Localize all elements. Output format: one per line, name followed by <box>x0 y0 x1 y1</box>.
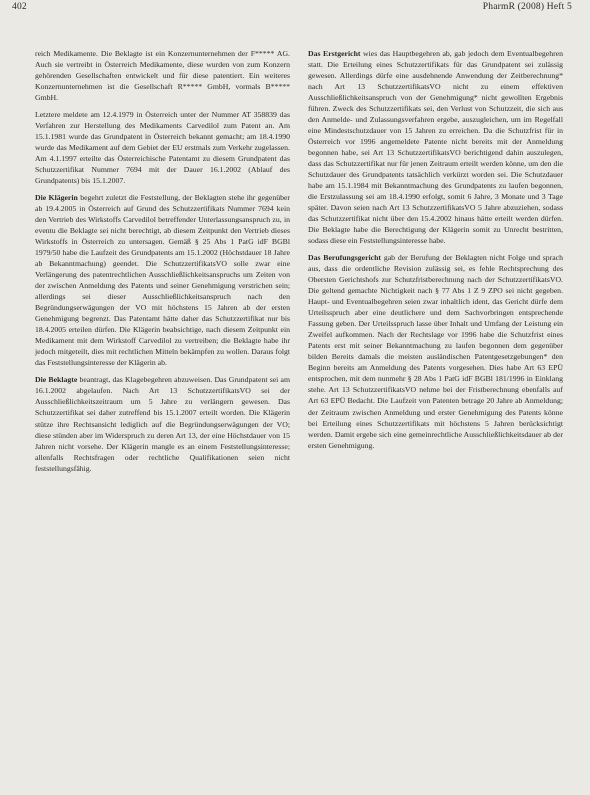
paragraph <box>35 109 290 186</box>
left-column <box>35 48 290 480</box>
paragraph <box>35 374 290 473</box>
paragraph-lead: Die Klägerin <box>35 193 78 203</box>
page-number: 402 <box>12 2 27 12</box>
right-column <box>308 48 563 457</box>
paragraph-lead: Die Beklagte <box>35 375 78 385</box>
paragraph-text: beantragt, das Klagebegehren abzuweisen. Das Grundpatent sei am 16.1.2002 abgelaufen. Nach Art 13 SchutzzertifikatsVO sei der Ausschließlichkeitszeitraum um 5 Jahre zu verlängern gewesen. Das Schutzzertifikat sei daher zutreffend bis 15.1.2007 erteilt worden. Die Klägerin stütze ihre Rechtsansicht lediglich auf die Begründungserwägungen der VO; diese stünden aber im Widerspruch zu deren Art 13, der eine Höchstdauer von 15 Jahren nicht vorsehe. Der Klägerin mangle es an einem Feststellungsinteresse; allenfalls Rechtsfragen oder rechtliche Qualifikationen seien nicht feststellungsfähig. <box>35 375 290 473</box>
paragraph-text: gab der Berufung der Beklagten nicht Folge und sprach aus, dass die ordentliche Revision zulässig sei, es fehle Rechtsprechung des Obersten Gerichtshofs zur Schutzfristberechnung nach der SchutzzertifikatsVO. Die geltend gemachte Nichtigkeit nach § 77 Abs 1 Z 9 ZPO sei nicht gegeben. Haupt- und Eventualbegehren seien zwar inhaltlich ident, das Gericht dürfe dem Urteilsspruch aber eine deutlichere und dem Sachvorbringen entsprechende Fassung geben. Der Urteilsspruch lasse über Inhalt und Umfang der Leistung ein Zweifel aufkommen. Nach der Rechtslage vor 1996 habe die Schutzfrist eines Patents erst mit seiner Bekanntmachung zu laufen begonnen dem gegenüber bilden Bereits damals die meisten ausländischen Patentgesetzgebungen* den Beginn bereits am Anmeldung des Patents vorgesehen. Dies habe Art 63 EPÜ entsprochen, mit dem nunmehr § 28 Abs 1 PatG idF BGBl 181/1996 in Einklang stehe. Art 13 SchutzzertifikatsVO nehme bei der Fristberechnung ebenfalls auf Art 63 EPÜ Bedacht. Die Laufzeit von Patenten betrage 20 Jahre ab Anmeldung; der Zeitraum zwischen Anmeldung und erster Genehmigung des Patents könne bei Erteilung eines Schutzzertifikats mit höchstens 5 Jahren berücksichtigt werden. Damit ergebe sich eine gemeinrechtliche Ausschließlichkeitsdauer ab der ersten Genehmigung. <box>308 253 563 450</box>
running-head: PharmR (2008) Heft 5 <box>482 2 572 12</box>
paragraph <box>308 48 563 246</box>
paragraph-text: begehrt zuletzt die Feststellung, der Beklagten stehe ihr gegenüber ab 19.4.2005 in Österreich auf Grund des Schutzzertifikats Nummer 7694 kein den Vertrieb des Wirkstoffs Carvedilol betreffender Unterlassungsanspruch zu, in eventu die Beklagte sei nicht berechtigt, ab diesem Zeitpunkt den Vertrieb dieses Wirkstoffs in Österreich zu untersagen. Gemäß § 25 Abs 1 PatG idF BGBl 1979/50 habe die Laufzeit des Grundpatents am 15.1.2002 (Höchstdauer 18 Jahre ab Bekanntmachung) geendet. Die SchutzzertifikatsVO solle zwar eine Verlängerung des patentrechtlichen Ausschließlichkeitsanspruchs um Zeiten von der zwischen Anmeldung des Patents und seiner Genehmigung verstrichen sein; allerdings sei dieser Ausschließlichkeitsanspruch nach den Begründungserwägungen der VO mit höchstens 15 Jahren ab der ersten Genehmigung begrenzt. Das Patentamt hätte daher das Schutzzertifikat nur bis 18.4.2005 erteilen dürfen. Die Klägerin beabsichtige, nach diesem Zeitpunkt ein Medikament mit dem Wirkstoff Carvedilol zu vertreiben; die Beklagte habe ihr jedoch mitgeteilt, dies mit rechtlichen Mitteln bekämpfen zu wollen. Daraus folgt das Feststellungsinteresse der Klägerin ab. <box>35 193 291 368</box>
paragraph-text: reich Medikamente. Die Beklagte ist ein Konzernunternehmen der F***** AG. Auch sie vertreibt in Österreich Medikamente, diese wurden von zum Konzern gehörenden Gesellschaften entwickelt und für diese patentiert. Ein weiteres Konzernunternehmen ist die Gesellschaft R***** GmbH, vormals B***** GmbH. <box>35 49 290 103</box>
paragraph <box>35 48 290 103</box>
paragraph <box>35 192 290 368</box>
paragraph-text: Letztere meldete am 12.4.1979 in Österreich unter der Nummer AT 358839 das Verfahren zur Herstellung des Medikaments Carvedilol zum Patent an. Am 15.1.1981 wurde das Grundpatent in Österreich bekannt gemacht; am 18.4.1990 wurde das Medikament auf dem Gebiet der EU erstmals zum Verkehr zugelassen. Am 4.1.1997 erteilte das Österreichische Patentamt zu diesem Grundpatent das Schutzzertifikat Nummer 7694 mit der Dauer 16.1.2002 (Ablauf des Grundpatents) bis 15.1.2007. <box>35 110 290 186</box>
paragraph <box>308 252 563 450</box>
paragraph-lead: Das Erstgericht <box>308 49 361 58</box>
paragraph-lead: Das Berufungsgericht <box>308 253 381 263</box>
paragraph-text: wies das Hauptbegehren ab, gab jedoch dem Eventualbegehren statt. Die Erteilung eines Schutzzertifikats für das Grundpatent sei zulässig gewesen. Allerdings dürfe eine ausdehnende Anwendung der Zeitberechnung* nach Art 13 SchutzzertifikatsVO nicht zu einem effektiven Ausschließlichkeitsanspruch von der Genehmigung* nicht gewollten Ergebnis führen. Zweck des Schutzzertifikats sei, den Verlust von Schutzzeit, die sich aus den Anmelde- und Zulassungsverfahren ergebe, auszugleichen, um im Regelfall eine Mindestschutzdauer von 15 Jahren zu erreichen. Da die Schutzfrist für in Österreich vor 1996 angemeldete Patente nicht bereits mit der Anmeldung begonnen habe, sei Art 13 SchutzzertifikatsVO berichtigend dahin auszulegen, dass das Schutzzertifikat nur für jenen Zeitraum erteilt werden könne, um den die Schutzdauer des Grundpatents tatsächlich verkürzt worden sei. Die Schutzdauer habe am 15.1.1984 mit Bekanntmachung des Grundpatents zu laufen begonnen, die Erstzulassung sei am 18.4.1990 erfolgt, somit 6 Jahre, 3 Monate und 3 Tage später. Davon seien nach Art 13 SchutzzertifikatsVO 5 Jahre abzuziehen, sodass das Schutzzertifikat nicht über den 15.4.2002 hinaus hätte erteilt werden dürfen. Die Beklagte habe die Berechtigung der Klägerin somit zu Unrecht bestritten, sodass diese ein Feststellungsinteresse habe. <box>308 49 563 246</box>
